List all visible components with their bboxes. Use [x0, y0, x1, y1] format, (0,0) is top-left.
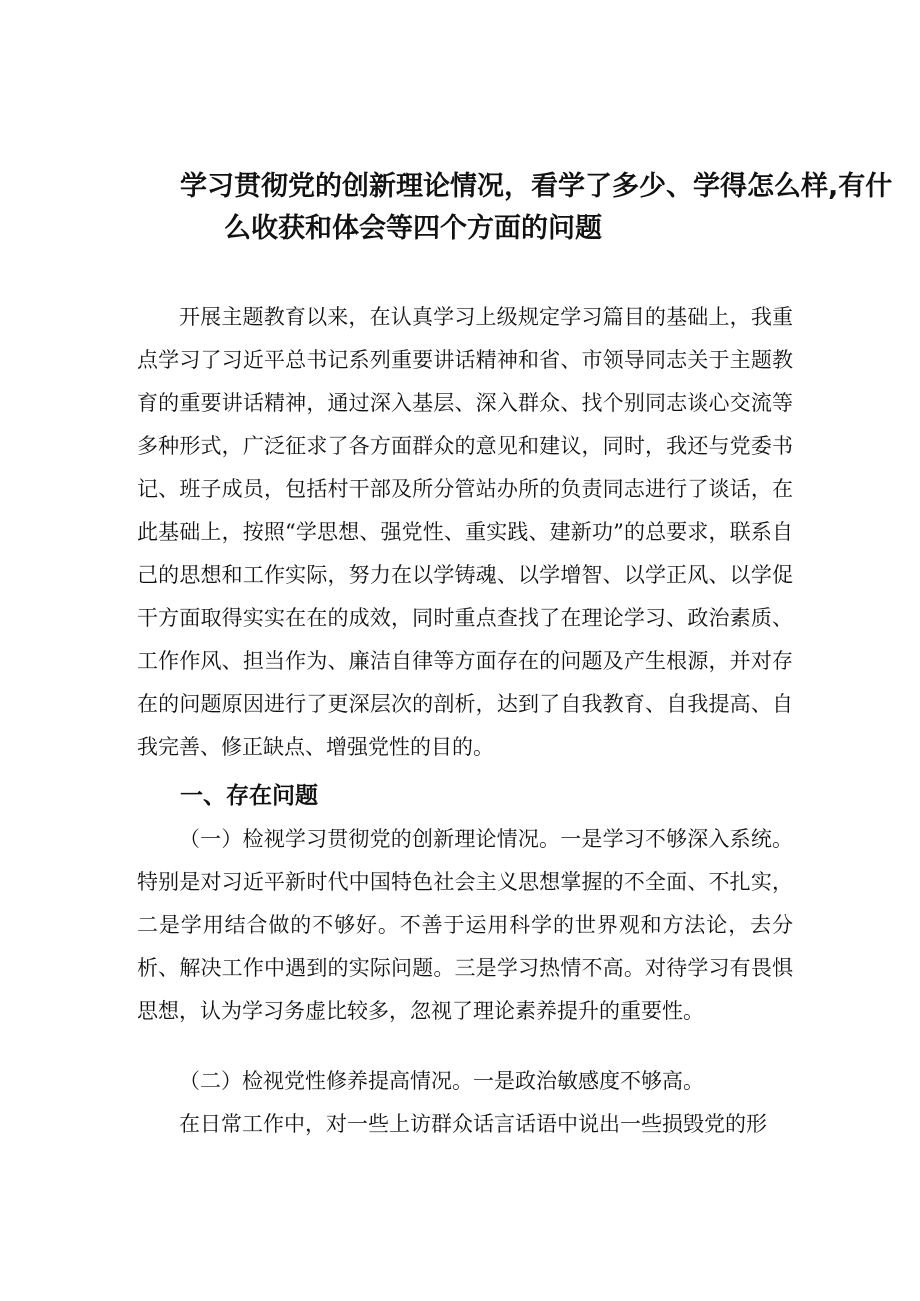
title-line-1: 学习贯彻党的创新理论情况，看学了多少、学得怎么样,有什: [180, 171, 893, 202]
section-heading-problems: 一、存在问题: [180, 783, 318, 809]
section-item-2-paragraph: （二）检视党性修养提高情况。一是政治敏感度不够高。: [179, 1069, 704, 1093]
intro-paragraph: 开展主题教育以来，在认真学习上级规定学习篇目的基础上，我重点学习了习近平总书记系列重要讲话精神和省、市领导同志关于主题教育的重要讲话精神，通过深入基层、深入群众、找个别同志谈心交流等多种形式，广泛征求了各方面群众的意见和建议，同时，我还与党委书记、班子成员，包括村干部及所分管站办所的负责同志进行了谈话，在此基础上，按照“学思想、强党性、重实践、建新功”的总要求，联系自己的思想和工作实际，努力在以学铸魂、以学增智、以学正风、以学促干方面取得实实在在的成效，同时重点查找了在理论学习、政治素质、工作作风、担当作为、廉洁自律等方面存在的问题及产生根源，并对存在的问题原因进行了更深层次的剖析，达到了自我教育、自我提高、自我完善、修正缺点、增强党性的目的。: [137, 305, 793, 759]
section-item-1-paragraph: （一）检视学习贯彻党的创新理论情况。一是学习不够深入系统。特别是对习近平新时代中国特色社会主义思想掌握的不全面、不扎实，二是学用结合做的不够好。不善于运用科学的世界观和方法论，去分析、解决工作中遇到的实际问题。三是学习热情不高。对待学习有畏惧思想，认为学习务虚比较多，忽视了理论素养提升的重要性。: [137, 827, 793, 1023]
document-title: [150, 166, 893, 250]
title-line-2: 么收获和体会等四个方面的问题: [224, 213, 602, 244]
section-item-2-continued-paragraph: 在日常工作中，对一些上访群众话言话语中说出一些损毁党的形: [179, 1112, 767, 1136]
